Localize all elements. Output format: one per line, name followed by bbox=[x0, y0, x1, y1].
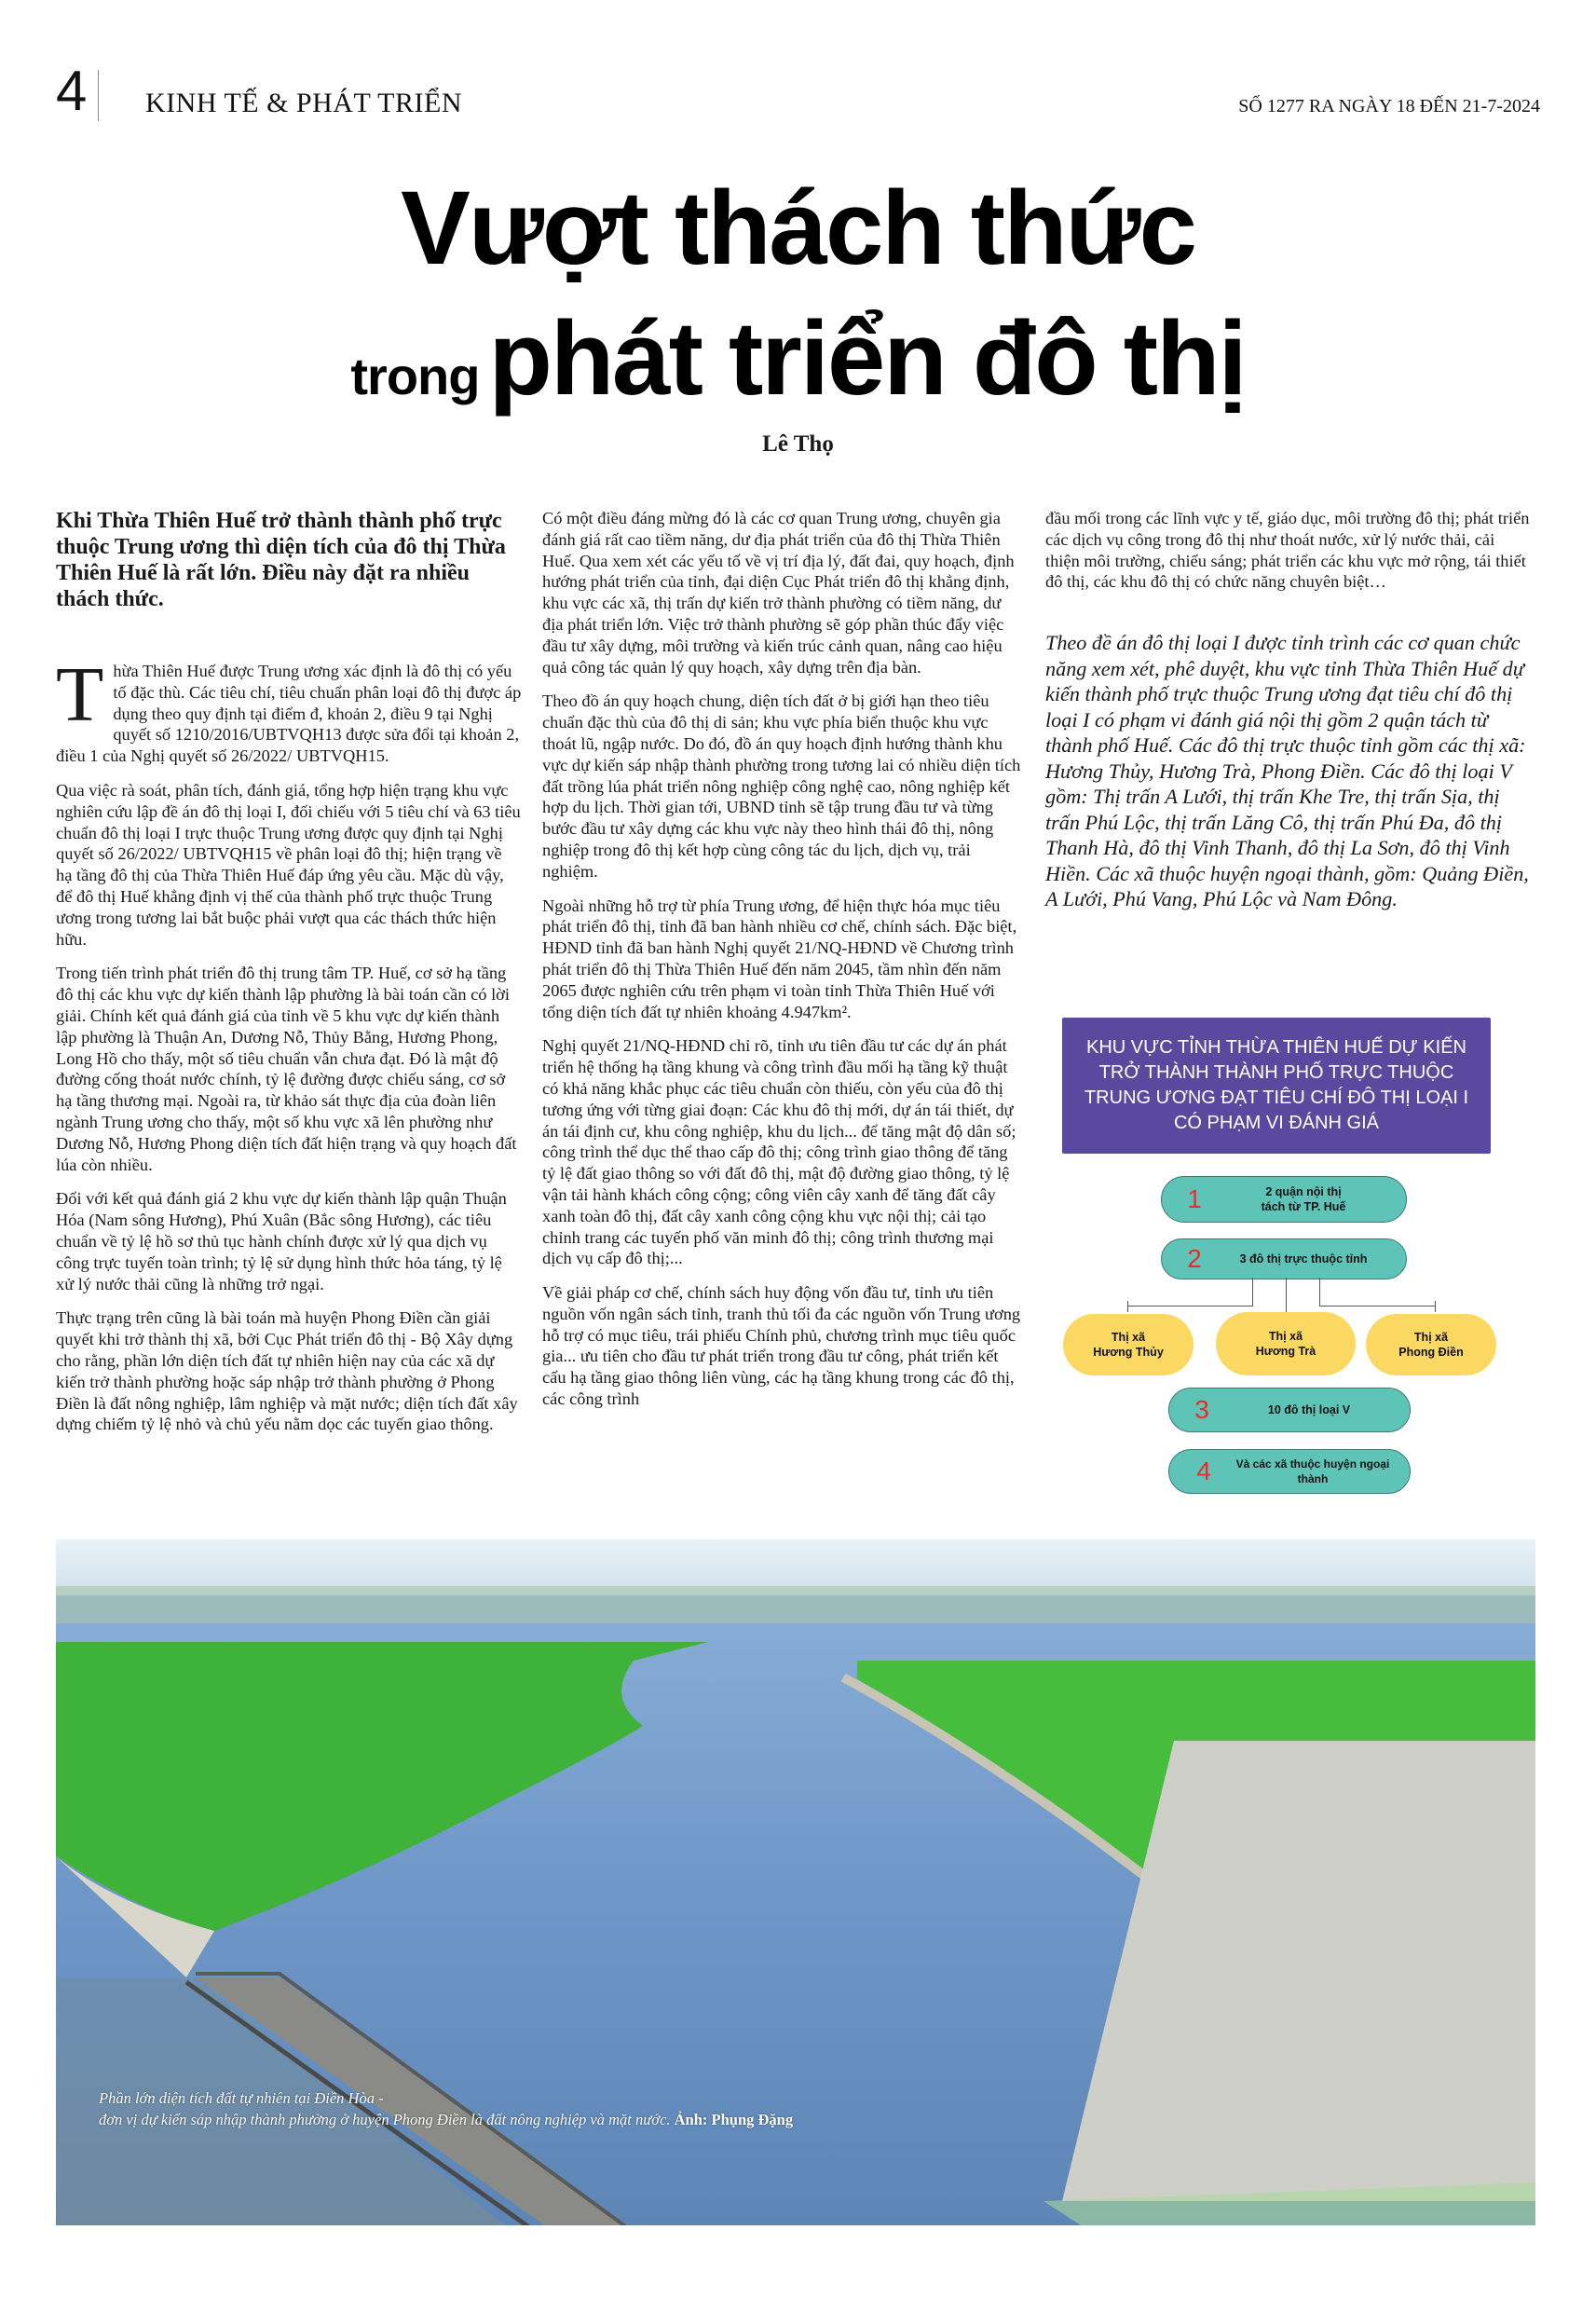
body-paragraph: Theo đồ án quy hoạch chung, diện tích đất ở bị giới hạn theo tiêu chuẩn đặc thù của đô thị di sản; khu vực phía biển thuộc khu vực thoát lũ, ngập nước. Do đó, đồ án quy hoạch định hướng thành khu vực dự kiến sáp nhập thành phường trong tương lai có nhiều diện tích đất trồng lúa phát triển nông nghiệp công nghệ cao, nông nghiệp kết hợp du lịch. Thời gian tới, UBND tỉnh sẽ tập trung đầu tư và từng bước đầu tư xây dựng các khu vực này theo hình thái đô thị, nông nghiệp trong đô thị kết hợp cùng công tác du lịch, dịch vụ, trải nghiệm. bbox=[542, 691, 1021, 881]
item-number: 3 bbox=[1194, 1395, 1209, 1424]
body-paragraph: Thực trạng trên cũng là bài toán mà huyện Phong Điền cần giải quyết khi trở thành thị xã, bởi Cục Phát triển đô thị - Bộ Xây dựng cho rằng, phần lớn diện tích đất tự nhiên hiện nay của các xã dự kiến trở thành phường hoặc sáp nhập trở thành phường ở Phong Điền là đất nông nghiệp, lâm nghiệp và mặt nước; diện tích đất xây dựng chiếm tỷ lệ nhỏ và chủ yếu nằm dọc các tuyến giao thông. bbox=[56, 1308, 518, 1434]
author-byline: Lê Thọ bbox=[762, 431, 834, 457]
child-label: Thị xã Hương Thủy bbox=[1093, 1331, 1164, 1359]
connector-line bbox=[1435, 1301, 1436, 1312]
body-paragraph: Có một điều đáng mừng đó là các cơ quan Trung ương, chuyên gia đánh giá rất cao tiềm năng, dư địa phát triển của đô thị Thừa Thiên Huế. Qua xem xét các yếu tố về vị trí địa lý, đất đai, quy hoạch, định hướng phát triển của tỉnh, đại diện Cục Phát triển đô thị khẳng định, khu vực các xã, thị trấn dự kiến trở thành phường có tiềm năng, dư địa phát triển lớn. Việc trở thành phường sẽ góp phần thúc đẩy việc đầu tư xây dựng, môi trường và kiến trúc cảnh quan, nâng cao hiệu quả công tác quản lý quy hoạch, xây dựng trên địa bàn. bbox=[542, 509, 1015, 677]
body-paragraph: Đối với kết quả đánh giá 2 khu vực dự kiến thành lập quận Thuận Hóa (Nam sông Hương), Phú Xuân (Bắc sông Hương), các tiêu chuẩn về tỷ lệ hồ sơ thủ tục hành chính được xử lý qua dịch vụ công trực tuyến toàn trình; tỷ lệ sử dụng hình thức hỏa táng, tỷ lệ xử lý nước thải cũng là những trở ngại. bbox=[56, 1189, 507, 1293]
body-paragraph: Nghị quyết 21/NQ-HĐND chỉ rõ, tỉnh ưu tiên đầu tư các dự án phát triển hệ thống hạ tầng khung và công trình đầu mối hạ tầng kỹ thuật có khả năng khắc phục các tiêu chuẩn còn thiếu, còn yếu của đô thị tương ứng với từng giai đoạn: Các khu đô thị mới, dự án tái thiết, dự án tái định cư, khu công nghiệp, khu du lịch... để tăng mật độ dân số; công trình thể dục thể thao cấp đô thị; công trình giao thông để tăng tỷ lệ đất giao thông so với đất đô thị, mật độ đường giao thông, tỷ lệ vận tải hành khách công cộng; công viên cây xanh để tăng đất cây xanh toàn đô thị, đất cây xanh công cộng khu vực nội thị; cải tạo chỉnh trang các tuyến phố văn minh đô thị; công trình thương mại dịch vụ cấp đô thị;... bbox=[542, 1036, 1016, 1268]
body-paragraph: đầu mối trong các lĩnh vực y tế, giáo dục, môi trường đô thị; phát triển các dịch vụ công trong đô thị như thoát nước, xử lý nước thải, cải thiện môi trường, chiếu sáng; phát triển các khu vực mở rộng, tái thiết đô thị, các khu đô thị có chức năng chuyên biệt… bbox=[1045, 509, 1530, 592]
body-paragraph: Thừa Thiên Huế được Trung ương xác định là đô thị có yếu tố đặc thù. Các tiêu chí, tiêu chuẩn phân loại đô thị được áp dụng theo quy định tại điểm đ, khoản 2, điều 9 tại Nghị quyết số 1210/2016/UBTVQH13 được sửa đổi tại khoản 2, điều 1 của Nghị quyết số 26/2022/ UBTVQH15. bbox=[56, 651, 522, 766]
item-label: 10 đô thị loại V bbox=[1267, 1403, 1351, 1416]
item-label: Và các xã thuộc huyện ngoại thành bbox=[1235, 1457, 1390, 1485]
river-bridge-photo bbox=[56, 1539, 1535, 2225]
child-label: Thị xã Phong Điền bbox=[1398, 1331, 1464, 1359]
child-label: Thị xã Hương Trà bbox=[1255, 1330, 1316, 1358]
issue-info: SỐ 1277 RA NGÀY 18 ĐẾN 21-7-2024 bbox=[1238, 96, 1540, 116]
page-header bbox=[56, 60, 1540, 130]
infographic-item-3 bbox=[1168, 1388, 1411, 1432]
body-paragraph: Về giải pháp cơ chế, chính sách huy động vốn đầu tư, tỉnh ưu tiên nguồn vốn ngân sách tỉnh, tranh thủ tối đa các nguồn vốn Trung ương hỗ trợ có mục tiêu, trái phiếu Chính phủ, chương trình mục tiêu quốc gia... ưu tiên cho đầu tư phát triển trong đầu tư công, phát triển kết cấu hạ tầng giao thông liên vùng, các hạ tầng khung trong các đô thị, các công trình bbox=[542, 1283, 1021, 1409]
infographic-item-1 bbox=[1161, 1176, 1407, 1223]
item-number: 2 bbox=[1187, 1244, 1202, 1273]
infographic-child-huong-tra bbox=[1216, 1312, 1356, 1375]
body-paragraph: Qua việc rà soát, phân tích, đánh giá, tổng hợp hiện trạng khu vực nghiên cứu lập đề án đô thị loại I, đối chiếu với 5 tiêu chí và 63 tiêu chuẩn đô thị loại I trực thuộc Trung ương được quy định tại Nghị quyết số 26/2022/ UBTVQH15 về phân loại đô thị; hiện trạng về hạ tầng đô thị của Thừa Thiên Huế đáp ứng yêu cầu. Mặc dù vậy, để đô thị Huế khẳng định vị thế của thành phố trực thuộc Trung ương trong tương lai bắt buộc phải vượt qua các thách thức hiện hữu. bbox=[56, 780, 521, 949]
body-paragraph: Trong tiến trình phát triển đô thị trung tâm TP. Huế, cơ sở hạ tầng đô thị các khu vực dự kiến thành lập phường là bài toán cần có lời giải. Chính kết quả đánh giá của tỉnh về 5 khu vực dự kiến thành lập phường là Thuận An, Dương Nỗ, Thủy Bằng, Hương Phong, Long Hồ cho thấy, một số tiêu chuẩn vẫn chưa đạt. Đó là mật độ đường cống thoát nước chính, tỷ lệ đường được chiếu sáng, cơ sở hạ tầng thương mại. Ngoài ra, từ khảo sát thực địa của đoàn liên ngành Trung ương cho thấy, một số khu vực xã lên phường như Dương Nỗ, Hương Phong diện tích đất hiện trạng và quy hoạch đất lúa còn nhiều. bbox=[56, 964, 517, 1174]
headline-line1: Vượt thách thức bbox=[401, 170, 1195, 286]
connector-line bbox=[1127, 1278, 1253, 1306]
photo-caption: Phần lớn diện tích đất tự nhiên tại Điền Hòa - đơn vị dự kiến sáp nhập thành phường ở huyện Phong Điền là đất nông nghiệp và mặt nước. Ảnh: Phụng Đặng bbox=[99, 2089, 794, 2128]
pull-quote: Theo đề án đô thị loại I được tỉnh trình các cơ quan chức năng xem xét, phê duyệt, khu vực tỉnh Thừa Thiên Huế dự kiến thành phố trực thuộc Trung ương đạt tiêu chí đô thị loại I có phạm vi đánh giá nội thị gồm 2 quận tách từ thành phố Huế. Các đô thị trực thuộc tỉnh gồm các thị xã: Hương Thủy, Hương Trà, Phong Điền. Các đô thị loại V gồm: Thị trấn A Lưới, thị trấn Khe Tre, thị trấn Sịa, thị trấn Phú Lộc, thị trấn Lăng Cô, thị trấn Phú Đa, đô thị Thanh Hà, đô thị Vinh Thanh, đô thị La Sơn, đô thị Vinh Hiền. Các xã thuộc huyện ngoại thành, gồm: Quảng Điền, A Lưới, Phú Vang, Phú Lộc và Nam Đông. bbox=[1045, 631, 1529, 911]
infographic-child-phong-dien bbox=[1366, 1314, 1496, 1375]
section-title: KINH TẾ & PHÁT TRIỂN bbox=[145, 88, 462, 118]
page-number: 4 bbox=[56, 60, 88, 122]
infographic-item-4 bbox=[1168, 1449, 1411, 1494]
article-column-3 bbox=[1045, 508, 1530, 925]
header-divider bbox=[98, 70, 99, 121]
headline-small-word: trong bbox=[350, 347, 480, 405]
item-number: 4 bbox=[1196, 1457, 1211, 1485]
item-number: 1 bbox=[1187, 1184, 1202, 1213]
infographic-title: KHU VỰC TỈNH THỪA THIÊN HUẾ DỰ KIẾN TRỞ THÀNH THÀNH PHỐ TRỰC THUỘC TRUNG ƯƠNG ĐẠT TIÊU CHÍ ĐÔ THỊ LOẠI I CÓ PHẠM VI ĐÁNH GIÁ bbox=[1062, 1018, 1491, 1154]
photo-credit: Ảnh: Phụng Đặng bbox=[674, 2111, 794, 2128]
headline-big-words: phát triển đô thị bbox=[488, 300, 1246, 417]
headline-line2 bbox=[0, 300, 1596, 446]
article-column-1 bbox=[56, 508, 522, 1448]
connector-line bbox=[1319, 1278, 1436, 1306]
article-lead: Khi Thừa Thiên Huế trở thành thành phố trực thuộc Trung ương thì diện tích của đô thị Thừa Thiên Huế là rất lớn. Điều này đặt ra nhiều thách thức. bbox=[56, 509, 506, 611]
body-paragraph: Ngoài những hỗ trợ từ phía Trung ương, để hiện thực hóa mục tiêu phát triển đô thị, tỉnh đã ban hành nhiều cơ chế, chính sách. Đặc biệt, HĐND tỉnh đã ban hành Nghị quyết 21/NQ-HĐND về Chương trình phát triển đô thị Thừa Thiên Huế đến năm 2045, tầm nhìn đến năm 2065 được nghiên cứu trên phạm vi toàn tỉnh Thừa Thiên Huế với tổng diện tích đất tự nhiên khoảng 4.947km². bbox=[542, 896, 1017, 1021]
item-label: 3 đô thị trực thuộc tỉnh bbox=[1239, 1252, 1368, 1265]
item-label: 2 quận nội thị tách từ TP. Huế bbox=[1261, 1185, 1346, 1213]
connector-line bbox=[1127, 1301, 1128, 1312]
infographic-item-2 bbox=[1161, 1238, 1407, 1279]
article-column-2 bbox=[542, 508, 1025, 1423]
connector-line bbox=[1286, 1278, 1287, 1313]
infographic-child-huong-thuy bbox=[1063, 1314, 1194, 1375]
drop-cap: T bbox=[56, 651, 104, 738]
